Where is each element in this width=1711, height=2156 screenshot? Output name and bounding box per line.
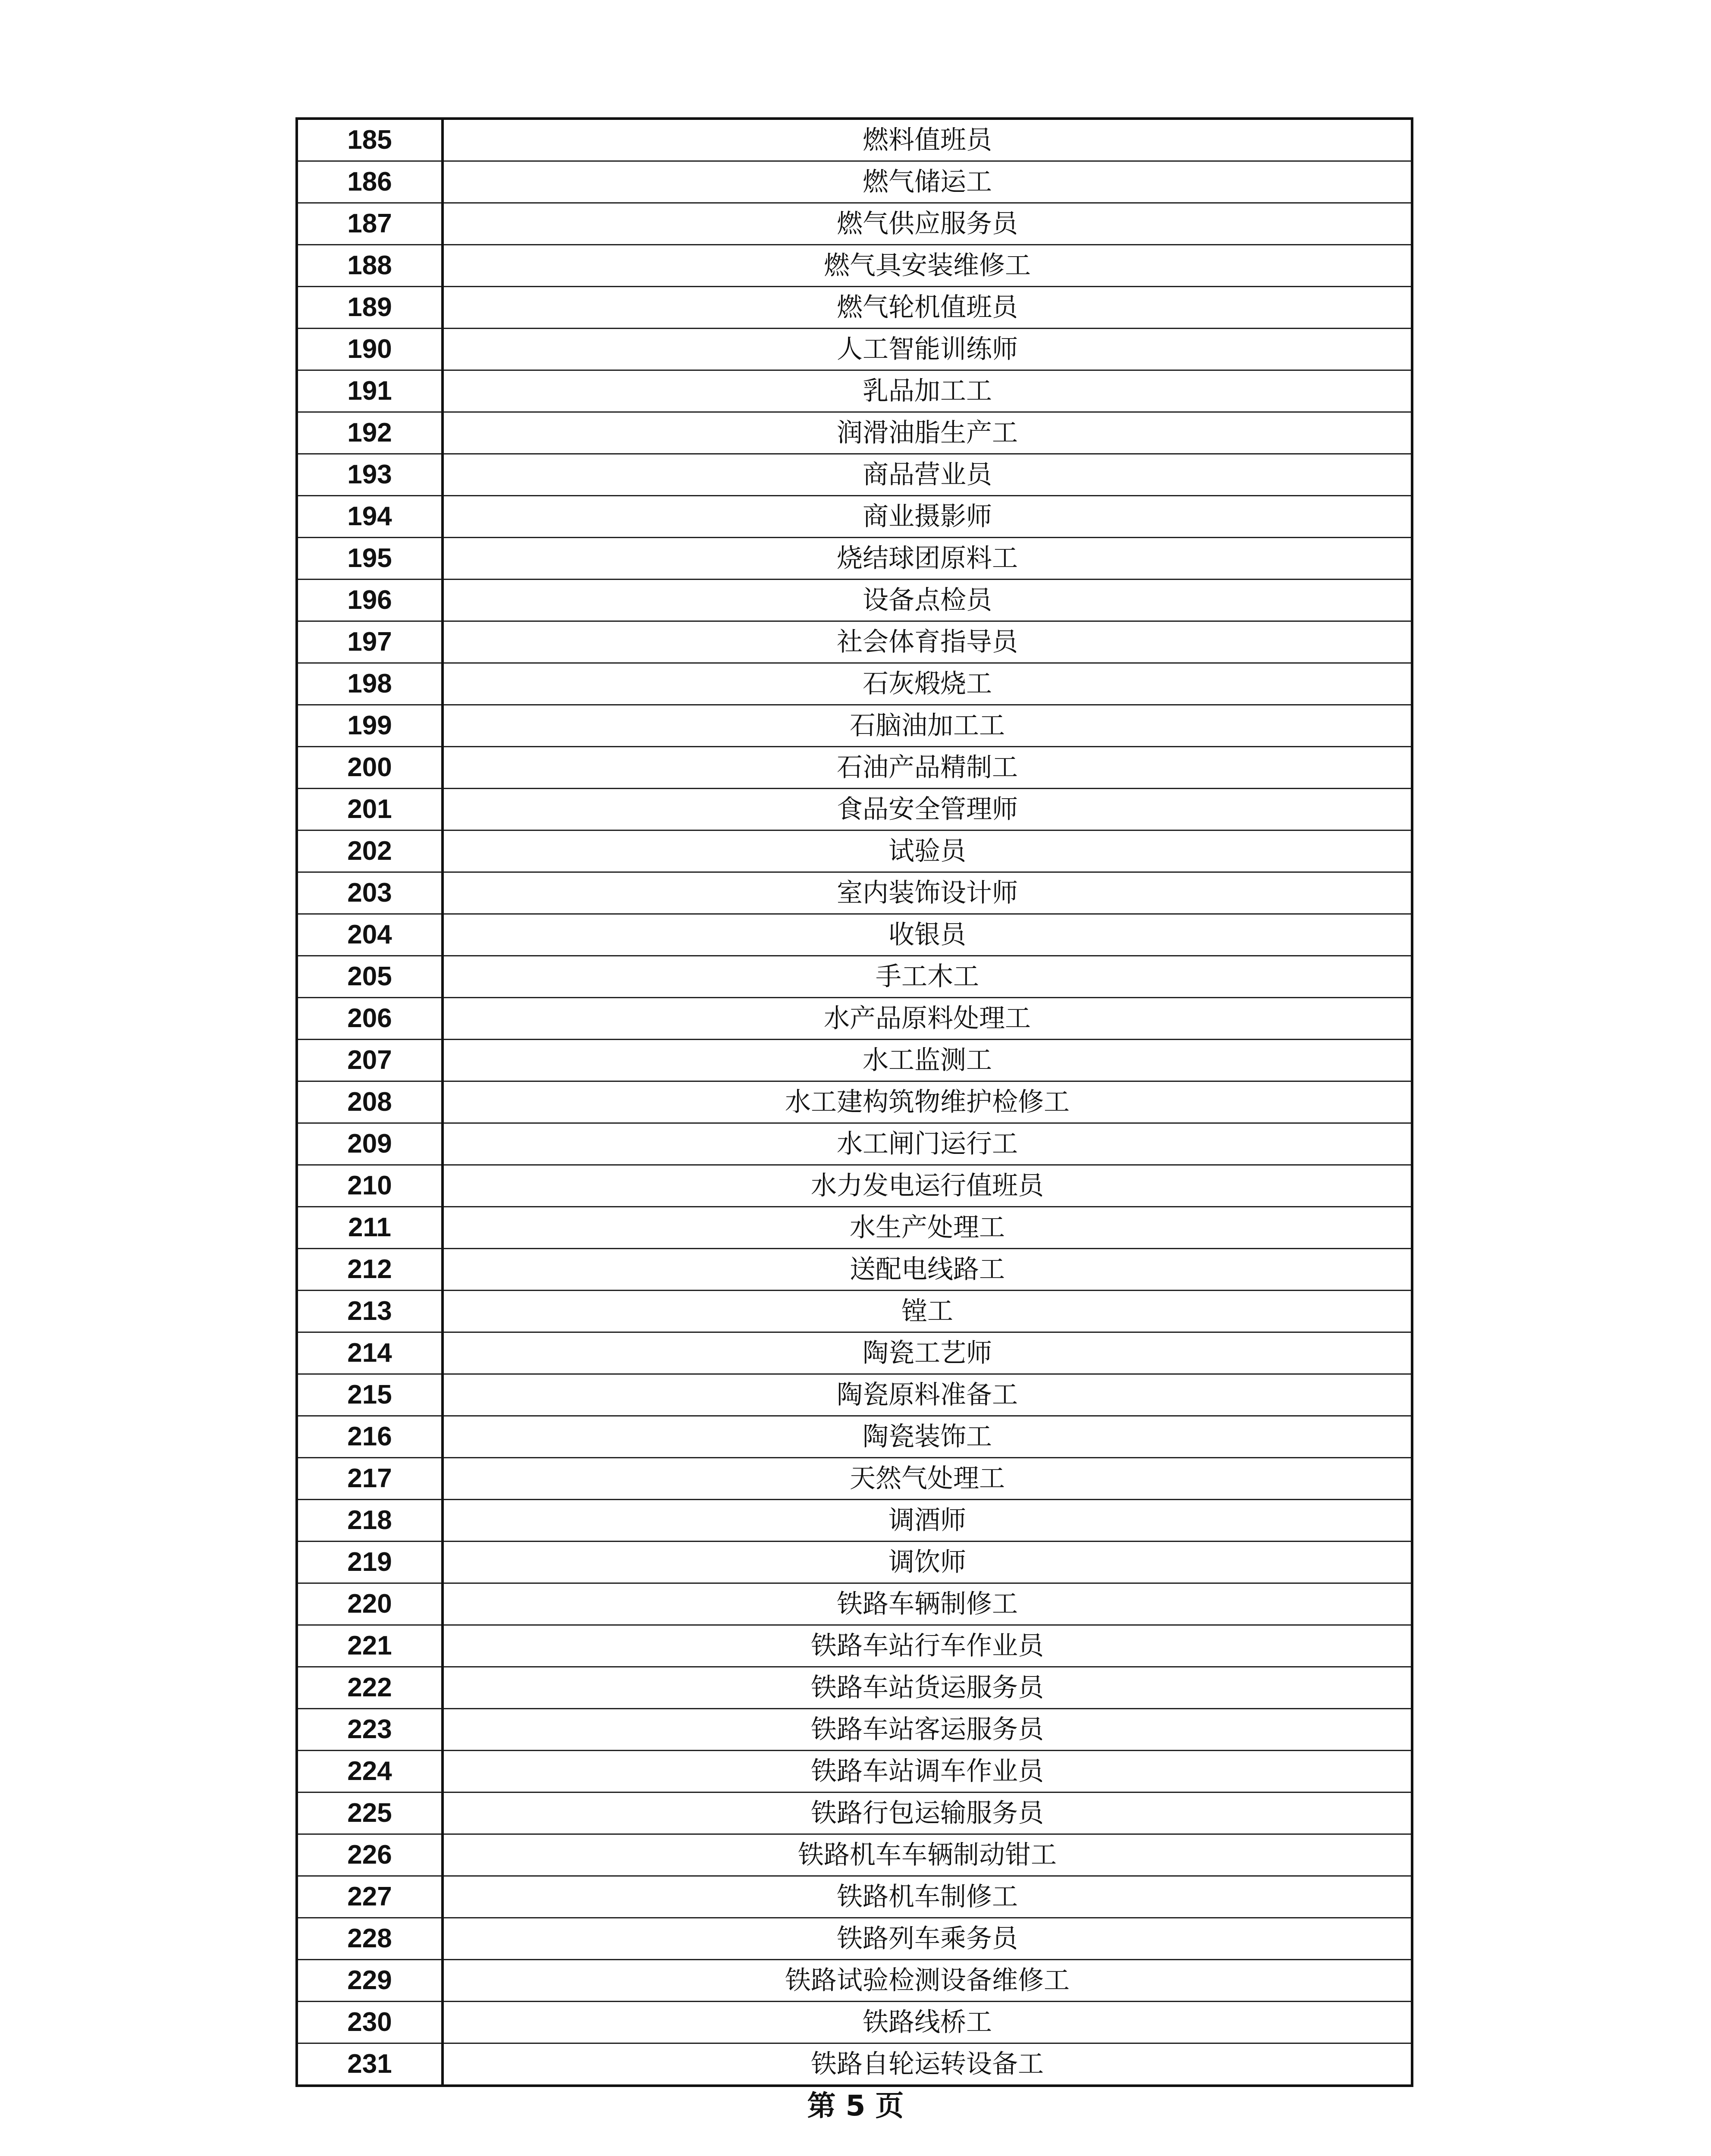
row-number-cell: 214 xyxy=(298,1332,443,1374)
occupation-name-cell: 商业摄影师 xyxy=(443,496,1411,538)
row-number-cell: 201 xyxy=(298,789,443,830)
table-row xyxy=(298,1040,1411,1081)
occupation-table-body xyxy=(298,120,1411,2084)
row-number-cell: 224 xyxy=(298,1751,443,1792)
table-row xyxy=(298,789,1411,830)
table-row xyxy=(298,705,1411,747)
row-number-cell: 223 xyxy=(298,1709,443,1751)
occupation-name-cell: 铁路列车乘务员 xyxy=(443,1918,1411,1960)
occupation-name-cell: 水工建构筑物维护检修工 xyxy=(443,1081,1411,1123)
occupation-name-cell: 收银员 xyxy=(443,914,1411,956)
row-number-cell: 189 xyxy=(298,287,443,329)
row-number-cell: 198 xyxy=(298,663,443,705)
occupation-name-cell: 人工智能训练师 xyxy=(443,329,1411,370)
occupation-name-cell: 调酒师 xyxy=(443,1500,1411,1542)
page-number: 第 5 页 xyxy=(807,2089,904,2122)
occupation-name-cell: 石脑油加工工 xyxy=(443,705,1411,747)
occupation-name-cell: 石油产品精制工 xyxy=(443,747,1411,789)
occupation-table-frame xyxy=(295,117,1413,2087)
row-number-cell: 203 xyxy=(298,872,443,914)
occupation-name-cell: 手工木工 xyxy=(443,956,1411,998)
table-row xyxy=(298,120,1411,161)
occupation-name-cell: 送配电线路工 xyxy=(443,1249,1411,1291)
table-row xyxy=(298,914,1411,956)
table-row xyxy=(298,1249,1411,1291)
row-number-cell: 196 xyxy=(298,580,443,621)
occupation-name-cell: 铁路线桥工 xyxy=(443,2002,1411,2043)
table-row xyxy=(298,830,1411,872)
occupation-name-cell: 调饮师 xyxy=(443,1542,1411,1583)
occupation-name-cell: 水工监测工 xyxy=(443,1040,1411,1081)
occupation-name-cell: 燃气储运工 xyxy=(443,161,1411,203)
table-row xyxy=(298,1207,1411,1249)
table-row xyxy=(298,2002,1411,2043)
table-row xyxy=(298,1542,1411,1583)
occupation-name-cell: 铁路行包运输服务员 xyxy=(443,1792,1411,1834)
row-number-cell: 218 xyxy=(298,1500,443,1542)
table-row xyxy=(298,1416,1411,1458)
occupation-name-cell: 商品营业员 xyxy=(443,454,1411,496)
occupation-name-cell: 乳品加工工 xyxy=(443,370,1411,412)
table-row xyxy=(298,1458,1411,1500)
row-number-cell: 213 xyxy=(298,1291,443,1332)
row-number-cell: 215 xyxy=(298,1374,443,1416)
table-row xyxy=(298,2043,1411,2085)
row-number-cell: 192 xyxy=(298,412,443,454)
row-number-cell: 194 xyxy=(298,496,443,538)
row-number-cell: 188 xyxy=(298,245,443,287)
row-number-cell: 191 xyxy=(298,370,443,412)
occupation-name-cell: 润滑油脂生产工 xyxy=(443,412,1411,454)
occupation-name-cell: 铁路试验检测设备维修工 xyxy=(443,1960,1411,2002)
occupation-name-cell: 水工闸门运行工 xyxy=(443,1123,1411,1165)
table-row xyxy=(298,1500,1411,1542)
row-number-cell: 226 xyxy=(298,1834,443,1876)
row-number-cell: 228 xyxy=(298,1918,443,1960)
table-row xyxy=(298,161,1411,203)
occupation-name-cell: 燃料值班员 xyxy=(443,120,1411,161)
occupation-name-cell: 试验员 xyxy=(443,830,1411,872)
occupation-name-cell: 铁路车站行车作业员 xyxy=(443,1625,1411,1667)
occupation-name-cell: 铁路车站货运服务员 xyxy=(443,1667,1411,1709)
row-number-cell: 205 xyxy=(298,956,443,998)
table-row xyxy=(298,580,1411,621)
row-number-cell: 216 xyxy=(298,1416,443,1458)
occupation-name-cell: 燃气轮机值班员 xyxy=(443,287,1411,329)
row-number-cell: 187 xyxy=(298,203,443,245)
row-number-cell: 225 xyxy=(298,1792,443,1834)
row-number-cell: 209 xyxy=(298,1123,443,1165)
occupation-name-cell: 水产品原料处理工 xyxy=(443,998,1411,1040)
occupation-name-cell: 铁路车辆制修工 xyxy=(443,1583,1411,1625)
row-number-cell: 199 xyxy=(298,705,443,747)
occupation-name-cell: 铁路机车车辆制动钳工 xyxy=(443,1834,1411,1876)
table-row xyxy=(298,245,1411,287)
row-number-cell: 212 xyxy=(298,1249,443,1291)
row-number-cell: 190 xyxy=(298,329,443,370)
table-row xyxy=(298,1834,1411,1876)
table-row xyxy=(298,1667,1411,1709)
occupation-name-cell: 铁路自轮运转设备工 xyxy=(811,2049,1044,2079)
table-row xyxy=(298,956,1411,998)
row-number-cell: 227 xyxy=(298,1876,443,1918)
row-number-cell: 230 xyxy=(298,2002,443,2043)
table-row xyxy=(298,538,1411,580)
occupation-name-cell: 水力发电运行值班员 xyxy=(443,1165,1411,1207)
table-row xyxy=(298,1960,1411,2002)
occupation-name-cell: 燃气供应服务员 xyxy=(443,203,1411,245)
row-number-cell: 202 xyxy=(298,830,443,872)
occupation-name-cell: 陶瓷原料准备工 xyxy=(443,1374,1411,1416)
occupation-name-cell: 社会体育指导员 xyxy=(443,621,1411,663)
table-row xyxy=(298,1291,1411,1332)
table-row xyxy=(298,496,1411,538)
table-row xyxy=(298,621,1411,663)
occupation-name-cell: 水生产处理工 xyxy=(443,1207,1411,1249)
table-row xyxy=(298,1081,1411,1123)
table-row xyxy=(298,287,1411,329)
occupation-name-cell: 石灰煅烧工 xyxy=(443,663,1411,705)
row-number-cell: 211 xyxy=(298,1207,443,1249)
row-number-cell: 186 xyxy=(298,161,443,203)
row-number-cell: 220 xyxy=(298,1583,443,1625)
table-row xyxy=(298,412,1411,454)
row-number-cell: 217 xyxy=(298,1458,443,1500)
table-row xyxy=(298,1876,1411,1918)
row-number-cell: 219 xyxy=(298,1542,443,1583)
occupation-name-cell: 食品安全管理师 xyxy=(443,789,1411,830)
occupation-name-cell: 燃气具安装维修工 xyxy=(443,245,1411,287)
row-number-cell: 193 xyxy=(298,454,443,496)
table-row xyxy=(298,1583,1411,1625)
row-number-cell: 208 xyxy=(298,1081,443,1123)
occupation-name-cell: 天然气处理工 xyxy=(443,1458,1411,1500)
table-row xyxy=(298,663,1411,705)
occupation-name-cell: 设备点检员 xyxy=(443,580,1411,621)
table-row xyxy=(298,1332,1411,1374)
table-row xyxy=(298,1374,1411,1416)
table-row xyxy=(298,1709,1411,1751)
table-row xyxy=(298,203,1411,245)
occupation-name-cell: 铁路机车制修工 xyxy=(443,1876,1411,1918)
occupation-name-cell: 铁路车站客运服务员 xyxy=(443,1709,1411,1751)
row-number-cell: 231 xyxy=(298,2043,443,2085)
occupation-name-cell: 陶瓷工艺师 xyxy=(443,1332,1411,1374)
table-row xyxy=(298,370,1411,412)
row-number-cell: 222 xyxy=(298,1667,443,1709)
occupation-name-cell: 铁路车站调车作业员 xyxy=(443,1751,1411,1792)
row-number-cell: 210 xyxy=(298,1165,443,1207)
table-row xyxy=(298,1165,1411,1207)
occupation-name-cell: 烧结球团原料工 xyxy=(443,538,1411,580)
row-number-cell: 221 xyxy=(298,1625,443,1667)
occupation-name-cell: 室内装饰设计师 xyxy=(443,872,1411,914)
table-row xyxy=(298,329,1411,370)
row-number-cell: 195 xyxy=(298,538,443,580)
occupation-name-cell: 陶瓷装饰工 xyxy=(443,1416,1411,1458)
occupation-table xyxy=(298,120,1411,2084)
row-number-cell: 200 xyxy=(298,747,443,789)
table-row xyxy=(298,1123,1411,1165)
table-row xyxy=(298,998,1411,1040)
occupation-name-cell: 镗工 xyxy=(443,1291,1411,1332)
row-number-cell: 185 xyxy=(298,120,443,161)
row-number-cell: 197 xyxy=(298,621,443,663)
table-row xyxy=(298,1918,1411,1960)
table-row xyxy=(298,872,1411,914)
table-row xyxy=(298,1625,1411,1667)
row-number-cell: 207 xyxy=(298,1040,443,1081)
row-number-cell: 204 xyxy=(298,914,443,956)
table-row xyxy=(298,1792,1411,1834)
table-row xyxy=(298,454,1411,496)
table-row xyxy=(298,747,1411,789)
table-row xyxy=(298,1751,1411,1792)
row-number-cell: 206 xyxy=(298,998,443,1040)
row-number-cell: 229 xyxy=(298,1960,443,2002)
